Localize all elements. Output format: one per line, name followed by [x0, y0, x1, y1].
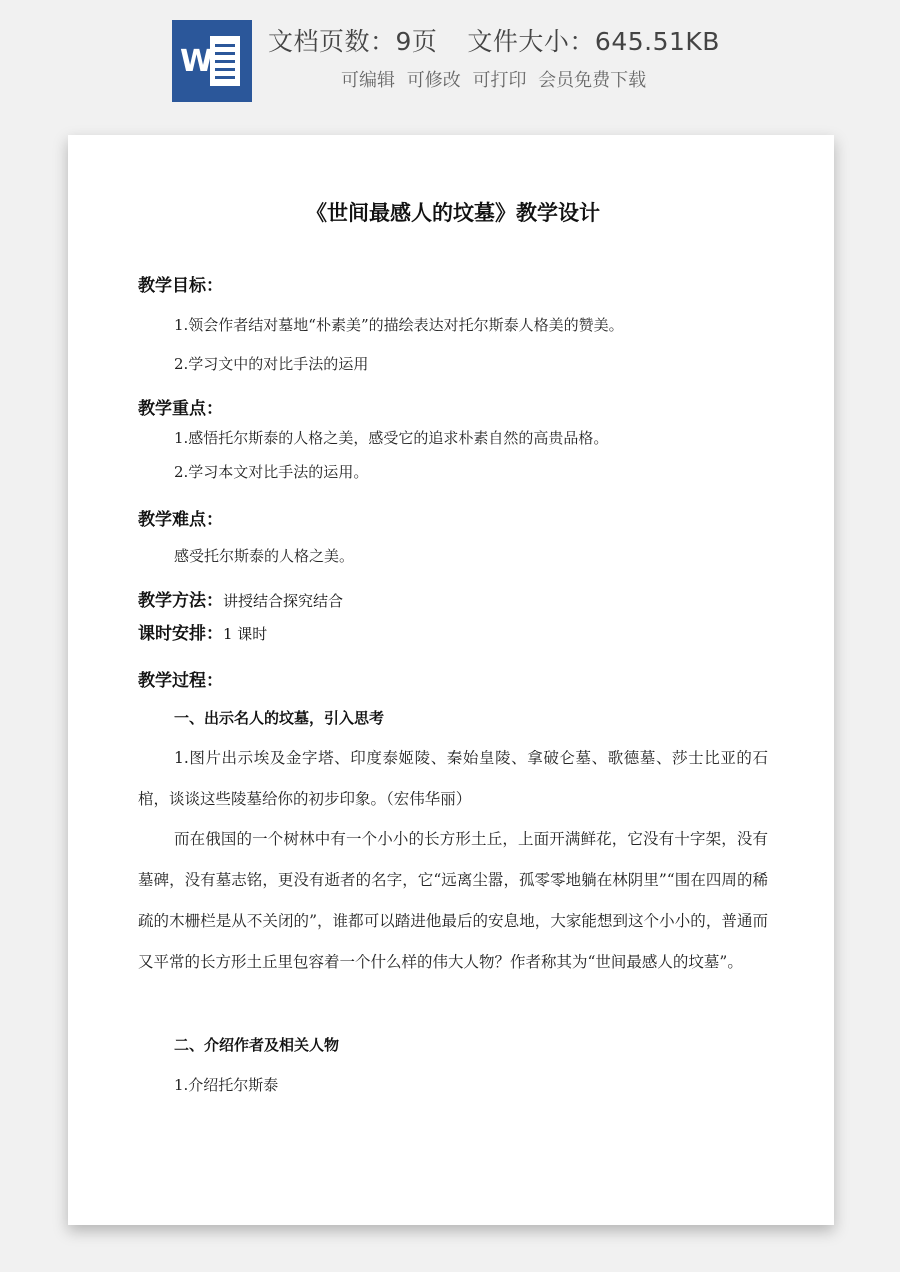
difficulty-text: 感受托尔斯泰的人格之美。 [174, 547, 355, 565]
difficulty-heading: 教学难点： [138, 510, 223, 530]
section2-item-1: 1.介绍托尔斯泰 [174, 1076, 279, 1094]
document-info [268, 22, 720, 58]
goals-heading: 教学目标： [138, 276, 223, 296]
section1-paragraph-2: 而在俄国的一个树林中有一个小小的长方形土丘，上面开满鲜花，它没有十字架，没有墓碑，没有墓志铭，更没有逝者的名字，它“远离尘嚣，孤零零地躺在林阴里”“围在四周的稀疏的木栅栏是从不关闭的”，谁都可以踏进他最后的安息地，大家能想到这个小小的，普通而又平常的长方形土丘里包容着一个什么样的伟大人物？作者称其为“世间最感人的坟墓”。 [138, 830, 768, 971]
method-line [138, 586, 343, 611]
schedule-line [138, 619, 267, 644]
key-item-2: 2.学习本文对比手法的运用。 [174, 463, 369, 481]
section1-paragraph-1: 1.图片出示埃及金字塔、印度泰姬陵、秦始皇陵、拿破仑墓、歌德墓、莎士比亚的石棺，谈谈这些陵墓给你的初步印象。（宏伟华丽） [138, 749, 768, 808]
schedule-label: 课时安排： [138, 624, 223, 644]
document-page [68, 135, 834, 1225]
word-letter: W [180, 44, 214, 79]
goal-item-2: 2.学习文中的对比手法的运用 [174, 355, 369, 373]
page-count: 文档页数：9页 [268, 27, 438, 56]
section2-heading: 二、介绍作者及相关人物 [174, 1036, 340, 1054]
key-item-1: 1.感悟托尔斯泰的人格之美，感受它的追求朴素自然的高贵品格。 [174, 429, 609, 447]
feature-tags: 可编辑 可修改 可打印 会员免费下载 [341, 70, 647, 91]
word-document-icon [172, 20, 252, 102]
schedule-value: 1 课时 [223, 625, 268, 643]
process-heading: 教学过程： [138, 671, 223, 691]
method-value: 讲授结合探究结合 [223, 592, 344, 610]
download-header [0, 0, 900, 130]
section1-heading: 一、出示名人的坟墓，引入思考 [174, 709, 385, 727]
file-size: 文件大小：645.51KB [467, 27, 720, 56]
method-label: 教学方法： [138, 591, 223, 611]
goal-item-1: 1.领会作者结对墓地“朴素美”的描绘表达对托尔斯泰人格美的赞美。 [174, 316, 624, 334]
document-title: 《世间最感人的坟墓》教学设计 [306, 201, 600, 225]
key-heading: 教学重点： [138, 399, 223, 419]
